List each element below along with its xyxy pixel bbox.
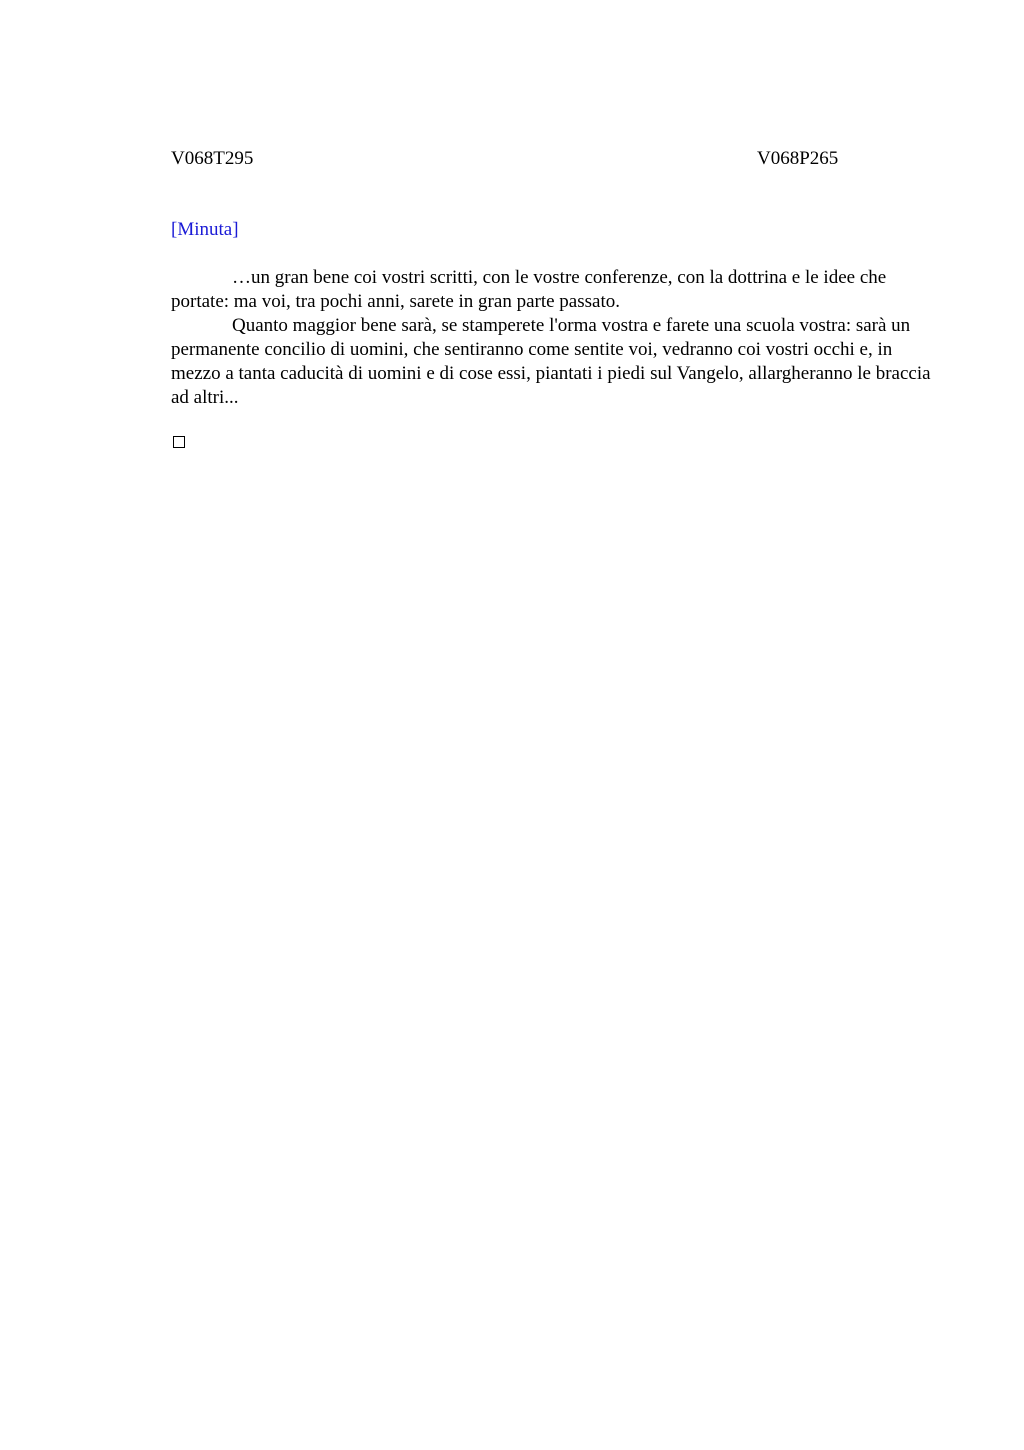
paragraph-2: Quanto maggior bene sarà, se stamperete l'orma vostra e farete una scuola vostra: sarà un permanente concilio di uomini, che sentiranno come sentite voi, vedranno coi vostri occhi e, in mezzo a tanta caducità di uomini e di cose essi, piantati i piedi sul Vangelo, allargheranno le braccia ad altri... bbox=[171, 315, 931, 408]
document-ref-code-right: V068P265 bbox=[757, 148, 839, 169]
document-heading: [Minuta] bbox=[171, 219, 239, 240]
document-ref-code-left: V068T295 bbox=[171, 148, 254, 169]
paragraph-1: …un gran bene coi vostri scritti, con le vostre conferenze, con la dottrina e le idee che portate: ma voi, tra pochi anni, sarete in gran parte passato. bbox=[171, 267, 887, 312]
empty-square-icon bbox=[173, 436, 185, 448]
document-body bbox=[171, 266, 931, 410]
